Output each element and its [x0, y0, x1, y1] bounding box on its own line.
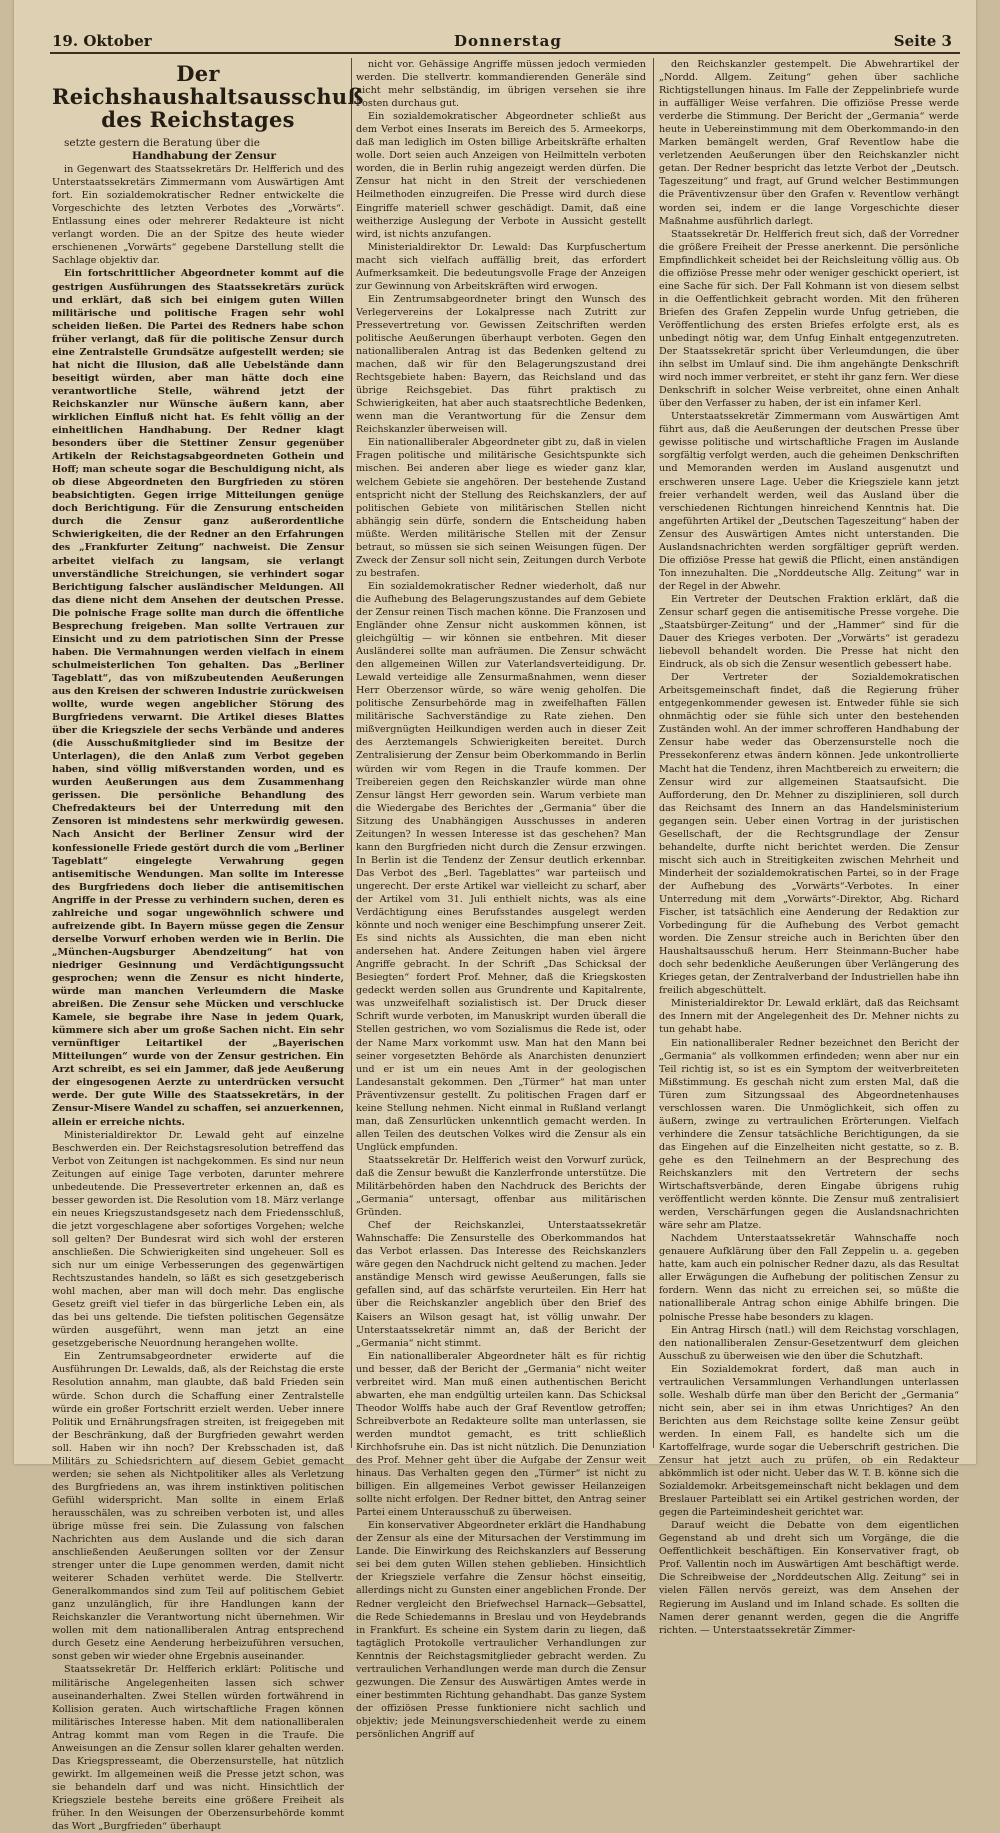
paragraph: Staatssekretär Dr. Helfferich weist den Vorwurf zurück, daß die Zensur bewußt die Kanzlerfronde unterstütze. Die Militärbehörden haben den Nachdruck des Berichts der „Germania“ untersagt, offenbar aus militärischen Gründen. [356, 1154, 646, 1219]
paragraph: Ein Sozialdemokrat fordert, daß man auch in vertraulichen Versammlungen Verhandlungen unterlassen solle. Weshalb dürfe man über den Bericht der „Germania“ nicht sein, aber sei in ihm etwas Unrichtiges? An den Berichten aus dem Reichstage sollte keine Zensur geübt werden. In einem Fall, es handelte sich um die Kartoffelfrage, wurde sogar die Ueberschrift gestrichen. Die Zensur hat jetzt auch zu prüfen, ob ein Redakteur abkömmlich ist oder nicht. Ueber das W. T. B. könne sich die Sozialdemokr. Arbeitsgemeinschaft nicht beklagen und dem Breslauer Parteiblatt sei ein Artikel gestrichen worden, der gegen die Parteimindesheit gerichtet war. [659, 1363, 959, 1519]
column-2 [356, 58, 646, 1740]
paragraph: Ein sozialdemokratischer Redner wiederholt, daß nur die Aufhebung des Belagerungszustandes auf dem Gebiete der Zensur reinen Tisch machen könne. Die Franzosen und Engländer ohne Zensur nicht auskommen können, ist gleichgültig — wir können sie entbehren. Mit dieser Ausländerei sollte man aufräumen. Die Zensur schwächt den allgemeinen Willen zur Vaterlandsverteidigung. Dr. Lewald verteidige alle Zensurmaßnahmen, wenn dieser Herr Oberzensor würde, so wäre wenig geholfen. Die politische Zensurbehörde mag in zweifelhaften Fällen militärische Sachverständige zu Rate ziehen. Den mißvergnügten Heilkundigen werden auch in dieser Zeit des Aerztemangels Schwierigkeiten bereitet. Durch Zentralisierung der Zensur beim Oberkommando in Berlin würden wir vom Regen in die Traufe kommen. Der Treibereien gegen den Reichskanzler würde man ohne Zensur längst Herr geworden sein. Warum verbiete man die Wiedergabe des Berichtes der „Germania“ über die Sitzung des Unabhängigen Ausschusses in anderen Zeitungen? In wessen Interesse ist das geschehen? Man kann den Burgfrieden nicht durch die Zensur erzwingen. In Berlin ist die Tendenz der Zensur deutlich erkennbar. Das Verbot des „Berl. Tageblattes“ war parteiisch und ungerecht. Der erste Artikel war vielleicht zu scharf, aber der Artikel vom 31. Juli enthielt nichts, was als eine Verdächtigung eines Berufsstandes ausgelegt werden könnte und noch weniger eine Beschimpfung unserer Zeit. Es sind nichts als Aussichten, die man eben nicht andersehen hat. Andere Zeitungen haben viel ärgere Angriffe gebracht. In der Schrift „Das Schicksal der Besiegten“ fordert Prof. Mehner, daß die Kriegskosten gedeckt werden sollen aus Grundrente und Kapitalrente, was unzweifelhaft sozialistisch ist. Der Druck dieser Schrift wurde verboten, im Manuskript wurden überall die Stellen gestrichen, wo vom Sozialismus die Rede ist, oder der Name Marx vorkommt usw. Man hat den Mann bei seiner vorgesetzten Behörde als Anarchisten denunziert und er ist um ein neues Amt in der geologischen Landesanstalt gekommen. Den „Türmer“ hat man unter Präventivzensur gestellt. Zu politischen Fragen darf er keine Stellung nehmen. Nicht einmal in Rußland verlangt man, daß Zensurlücken unkenntlich gemacht werden. In allen Teilen des deutschen Volkes wird die Zensur als ein Unglück empfunden. [356, 580, 646, 1153]
paragraph: in Gegenwart des Staatssekretärs Dr. Helfferich und des Unterstaatssekretärs Zimmermann vom Auswärtigen Amt fort. Ein sozialdemokratischer Redner entwickelte die Vorgeschichte des letzten Verbotes des „Vorwärts“. Entlassung eines oder mehrerer Redakteure ist nicht verlangt worden. Die an der Spitze des heute wieder erschienenen „Vorwärts“ gegebene Darstellung stellt die Sachlage objektiv dar. [52, 164, 344, 267]
header-date: 19. Oktober [52, 32, 152, 50]
paragraph: Ein sozialdemokratischer Abgeordneter schließt aus dem Verbot eines Inserats im Bereich des 5. Armeekorps, daß man lediglich im Osten billige Arbeitskräfte erhalten wolle. Dort seien auch Anzeigen von Heilmitteln verboten worden, die in Berlin ruhig angezeigt werden dürfen. Die Zensur hat nicht in den Streit der verschiedenen Heilmethoden einzugreifen. Die Presse wird durch diese Eingriffe materiell schwer geschädigt. Damit, daß eine weitherzige Auslegung der Verbote in Aussicht gestellt wird, ist nichts anzufangen. [356, 111, 646, 240]
paragraph: Ein Zentrumsabgeordneter erwiderte auf die Ausführungen Dr. Lewalds, daß, als der Reichstag die erste Resolution annahm, man glaubte, daß bald Frieden sein würde. Schon durch die Schaffung einer Zentralstelle würde ein großer Fortschritt erzielt werden. Ueber innere Politik und Ernährungsfragen streiten, ist freigegeben mit der Beschränkung, daß der Burgfrieden gewahrt werden soll. Haben wir ihn noch? Der Krebsschaden ist, daß Militärs zu Schiedsrichtern auf diesem Gebiet gemacht werden; sie sehen als Nichtpolitiker alles als Verletzung des Burgfriedens an, was ihrem instinktiven politischen Gefühl widerspricht. Man sollte in einem Erlaß herausschälen, was zu schreiben verboten ist, und alles übrige müsse frei sein. Die Zulassung von falschen Nachrichten aus dem Auslande und die sich daran anschließenden Aeußerungen sollten vor der Zensur strenger unter die Lupe genommen werden, damit nicht weiterer Schaden verhütet werde. Die Stellvertr. Generalkommandos sind zum Teil auf politischem Gebiet ganz unzulänglich, für ihre Handlungen kann der Reichskanzler die Verantwortung nicht übernehmen. Wir wollen mit dem nationalliberalen Antrag entsprechend durch Gesetz eine Aenderung herbeizuführen versuchen, sonst geben wir wieder ohne Ergebnis auseinander. [52, 1351, 344, 1663]
paragraph: Ein nationalliberaler Redner bezeichnet den Bericht der „Germania“ als vollkommen erfindeden; wenn aber nur ein Teil richtig ist, so ist es ein Symptom der weitverbreiteten Mißstimmung. Es geschah nicht zum ersten Mal, daß die Türen zum Sitzungssaal des Abgeordnetenhauses verschlossen waren. Die Unmöglichkeit, sich offen zu äußern, zwinge zu vertraulichen Erörterungen. Vielfach verhindere die Zensur tatsächliche Berichtigungen, da sie das Eingehen auf die Einzelheiten nicht gestatte, so z. B. gehe es den Teilnehmern an der Besprechung des Reichskanzlers mit den Vertretern der sechs Wirtschaftsverbände, deren Eingabe übrigens ruhig veröffentlicht werden könnte. Die Zensur muß zentralisiert werden, Verschärfungen gegen die Auslandsnachrichten wäre sehr am Platze. [659, 1037, 959, 1232]
paragraph: Nachdem Unterstaatssekretär Wahnschaffe noch genauere Aufklärung über den Fall Zeppelin u. a. gegeben hatte, kam auch ein polnischer Redner dazu, als das Resultat aller Erwägungen die Aufhebung der politischen Zensur zu fordern. Wenn das nicht zu erreichen sei, so müßte die nationalliberale Antrag schon einige Abhilfe bringen. Die polnische Presse habe besonders zu klagen. [659, 1233, 959, 1323]
header-page-number: Seite 3 [893, 32, 952, 50]
paragraph: Ein Zentrumsabgeordneter bringt den Wunsch des Verlegervereins der Lokalpresse nach Zutritt zur Pressevertretung vor. Gewissen Zeitschriften werden politische Aeußerungen überhaupt verboten. Gegen den nationalliberalen Antrag ist das Bedenken geltend zu machen, daß wir für den Belagerungszustand drei Rechtsgebiete haben: Bayern, das Reichsland und das übrige Reichsgebiet. Das führt praktisch zu Schwierigkeiten, hat aber auch staatsrechtliche Bedenken, wenn man die Verantwortung für die Zensur dem Reichskanzler überweisen will. [356, 293, 646, 436]
paragraph: Staatssekretär Dr. Helfferich freut sich, daß der Vorredner die größere Freiheit der Presse anerkennt. Die persönliche Empfindlichkeit scheidet bei der Reichsleitung völlig aus. Ob die offiziöse Presse mehr oder weniger geschickt operiert, ist eine Sache für sich. Der Fall Kohmann ist von diesem selbst in die Oeffentlichkeit gebracht worden. Mit den früheren Briefen des Grafen Zeppelin wurde Unfug getrieben, die Veröffentlichung des ersten Briefes erfolgte erst, als es unbedingt nötig war, dem Unfug Einhalt entgegenzutreten. Der Staatssekretär spricht über Verleumdungen, die über ihn selbst im Umlauf sind. Die ihm angehängte Denkschrift wird noch immer verbreitet, er steht ihr ganz fern. Wer diese Denkschrift in solcher Weise verbreitet, ohne einen Anhalt über den Verfasser zu haben, der ist ein infamer Kerl. [659, 228, 959, 410]
paragraph: Ministerialdirektor Dr. Lewald erklärt, daß das Reichsamt des Innern mit der Angelegenheit des Dr. Mehner nichts zu tun gehabt habe. [659, 998, 959, 1036]
paragraph: Ein Antrag Hirsch (natl.) will dem Reichstag vorschlagen, den nationalliberalen Zensur-Gesetzentwurf dem gleichen Ausschuß zu überweisen wie den über die Schutzhaft. [659, 1324, 959, 1362]
paragraph: Ein Vertreter der Deutschen Fraktion erklärt, daß die Zensur scharf gegen die antisemitische Presse vorgehe. Die „Staatsbürger-Zeitung“ und der „Hammer“ sind für die Dauer des Krieges verboten. Der „Vorwärts“ ist geradezu liebevoll behandelt worden. Die Presse hat nicht den Eindruck, als ob sich die Zensur wesentlich gebessert habe. [659, 593, 959, 671]
newspaper-page [14, 0, 976, 1833]
paragraph: Ein fortschrittlicher Abgeordneter kommt auf die gestrigen Ausführungen des Staatssekretärs zurück und erklärt, daß sich bei einigem guten Willen militärische und politische Fragen sehr wohl scheiden ließen. Die Partei des Redners habe schon früher verlangt, daß für die politische Zensur durch eine Zentralstelle Grundsätze aufgestellt werden; sie hat nicht die Illusion, daß alle Uebelstände dann beseitigt würden, aber man hätte doch eine verantwortliche Stelle, während jetzt der Reichskanzler nur Wünsche äußern kann, aber wirklichen Einfluß nicht hat. Es fehlt völlig an der einheitlichen Handhabung. Der Redner klagt besonders über die Stettiner Zensur gegenüber Artikeln der Reichstagsabgeordneten Gothein und Hoff; man scheute sogar die Beschuldigung nicht, als ob diese Abgeordneten den Burgfrieden zu stören beabsichtigten. Gegen irrige Mitteilungen genüge doch Berichtigung. Für die Zensurung entscheiden durch die Zensur ganz außerordentliche Schwierigkeiten, die der Redner an den Erfahrungen des „Frankfurter Zeitung“ nachweist. Die Zensur arbeitet vielfach zu langsam, sie verlangt unverständliche Streichungen, sie verhindert sogar Berichtigung falscher ausländischer Meldungen. All das diene nicht dem Ansehen der deutschen Presse. Die polnische Frage sollte man durch die öffentliche Besprechung freigeben. Man sollte Vertrauen zur Einsicht und zu dem patriotischen Sinn der Presse haben. Die Vermahnungen werden vielfach in einem schulmeisterlichen Ton gehalten. Das „Berliner Tageblatt“, das von mißzubeutenden Aeußerungen aus den Kreisen der schweren Industrie zurückweisen wollte, wurde wegen angeblicher Störung des Burgfriedens verwarnt. Die Artikel dieses Blattes über die Kriegsziele der sechs Verbände und anderes (die Ausschußmitglieder sind im Besitze der Unterlagen), die den Anlaß zum Verbot gegeben haben, sind völlig mißverstanden worden, und es wurden Aeußerungen aus dem Zusammenhang gerissen. Die persönliche Behandlung des Chefredakteurs bei der Unterredung mit den Zensoren ist mindestens sehr merkwürdig gewesen. Nach Ansicht der Berliner Zensur wird der konfessionelle Friede gestört durch die vom „Berliner Tageblatt“ eingelegte Verwahrung gegen antisemitische Wendungen. Man sollte im Interesse des Burgfriedens doch lieber die antisemitischen Angriffe in der Presse zu verhindern suchen, deren es zahlreiche und sogar ungewöhnlich schwere und aufreizende gibt. In Bayern müsse gegen die Zensur derselbe Vorwurf erhoben werden wie in Berlin. Die „München-Augsburger Abendzeitung“ hat von niedriger Gesinnung und Verdächtigungssucht gesprochen; wenn die Zensur es nicht hinderte, würde man manchen Verleumdern die Maske abreißen. Die Zensur sehe Mücken und verschlucke Kamele, sie begrabe ihre Nase in jedem Quark, kümmere sich aber um große Sachen nicht. Ein sehr vernünftiger Leitartikel der „Bayerischen Mitteilungen“ wurde von der Zensur gestrichen. Ein Arzt schreibt, es sei ein Jammer, daß jede Aeußerung der eingesogenen Aerzte zu unterdrücken versucht werde. Der gute Wille des Staatssekretärs, in der Zensur-Misere Wandel zu schaffen, sei anzuerkennen, allein er erreiche nichts. [52, 268, 344, 1128]
page-header [52, 26, 958, 50]
paragraph: Staatssekretär Dr. Helfferich erklärt: Politische und militärische Angelegenheiten lassen sich schwer auseinanderhalten. Zwei Stellen würden fortwährend in Kollision geraten. Auch wirtschaftliche Fragen können militärisches Interesse haben. Mit dem nationalliberalen Antrag kommt man vom Regen in die Traufe. Die Anweisungen an die Zensur sollen klarer gehalten werden. Das Kriegspresseamt, die Oberzensurstelle, hat nützlich gewirkt. Im allgemeinen weiß die Presse jetzt schon, was sie behandeln darf und was nicht. Hinsichtlich der Kriegsziele bestehe bereits eine größere Freiheit als früher. In den Weisungen der Oberzensurbehörde kommt das Wort „Burgfrieden“ überhaupt [52, 1664, 344, 1833]
header-weekday: Donnerstag [454, 32, 562, 50]
column-divider [653, 58, 654, 1448]
header-rule [50, 52, 960, 54]
paragraph: den Reichskanzler gestempelt. Die Abwehrartikel der „Nordd. Allgem. Zeitung“ gehen über sachliche Richtigstellungen hinaus. Im Falle der Zeppelinbriefe wurde in auffälliger Weise verfahren. Die offiziöse Presse werde verderbe die Stimmung. Der Bericht der „Germania“ werde heute in Uebereinstimmung mit dem Oberkommando-in den Marken bemängelt werden, Graf Reventlow habe die verletzenden Aeußerungen über den Reichskanzler nicht getan. Der Redner bespricht das letzte Verbot der „Deutsch. Tageszeitung“ und fragt, auf Grund welcher Bestimmungen die Präventivzensur über den Grafen v. Reventlow verhängt worden sei, indem er die lange Vorgeschichte dieser Maßnahme ausführlich darlegt. [659, 59, 959, 227]
paragraph: Chef der Reichskanzlei, Unterstaatssekretär Wahnschaffe: Die Zensurstelle des Oberkommandos hat das Verbot erlassen. Das Interesse des Reichskanzlers wäre gegen den Nachdruck nicht geltend zu machen. Jeder anständige Mensch wird gewisse Aeußerungen, falls sie gefallen sind, auf das schärfste verurteilen. Ein Herr hat über die Reichskanzler angeblich über den Brief des Kaisers an Wilson gesagt hat, ist völlig unwahr. Der Unterstaatssekretär nimmt an, daß der Bericht der „Germania“ nicht stimmt. [356, 1220, 646, 1349]
paragraph: Ein konservativer Abgeordneter erklärt die Handhabung der Zensur als eine der Mitursachen der Verstimmung im Lande. Die Einwirkung des Reichskanzlers auf Besserung sei bei dem guten Willen stehen geblieben. Hinsichtlich der Kriegsziele verfahre die Zensur höchst einseitig, allerdings nicht zu Gunsten einer angeblichen Fronde. Der Redner vergleicht den Briefwechsel Harnack—Gebsattel, die Rede Schiedemanns in Breslau und von Heydebrands in Frankfurt. Es scheine ein System darin zu liegen, daß tagtäglich Protokolle vertraulicher Verhandlungen zur Kenntnis der Reichstagsmitglieder gebracht werden. Zu vertraulichen Verhandlungen werde man durch die Zensur gezwungen. Die Zensur des Auswärtigen Amtes werde in einer bestimmten Richtung gehandhabt. Das ganze System der offiziösen Presse funktioniere nicht sachlich und objektiv; jede Meinungsverschiedenheit werde zu einem persönlichen Angriff auf [356, 1520, 646, 1740]
paragraph: Ministerialdirektor Dr. Lewald geht auf einzelne Beschwerden ein. Der Reichstagsresolution betreffend das Verbot von Zeitungen ist nachgekommen. Es sind nur neun Zeitungen auf einige Tage verboten, darunter mehrere unbedeutende. Die Pressevertreter erkennen an, daß es besser geworden ist. Die Resolution vom 18. März verlange ein neues Kriegszustandsgesetz nach dem Friedensschluß, die jetzt vorgeschlagene aber sofortiges Vorgehen; welche soll gelten? Der Bundesrat wird sich wohl der ersteren anschließen. Die Schwierigkeiten sind ungeheuer. Soll es sich nur um einige Verbesserungen des gegenwärtigen Rechtszustandes handeln, so läßt es sich gesetzgeberisch wohl machen, aber man will doch mehr. Das englische Gesetz greift viel tiefer in das bürgerliche Leben ein, als das bei uns geltende. Die tiefsten politischen Gegensätze würden ausgeführt, wenn man jetzt an eine gesetzgeberische Neuordnung herangehen wollte. [52, 1129, 344, 1350]
column-3 [659, 58, 959, 1636]
paragraph: Der Vertreter der Sozialdemokratischen Arbeitsgemeinschaft findet, daß die Regierung früher entgegenkommender gewesen ist. Entweder fühle sie sich ohnmächtig oder sie fühle sich unter den bestehenden Zuständen wohl. An der immer schrofferen Handhabung der Zensur habe weder das Oberzensurstelle noch die Pressekonferenz etwas ändern können. Jede unkontrollierte Macht hat die Tendenz, ihren Machtbereich zu erweitern; die Zensur wird zur allgemeinen Staatsaufsicht. Die Aufforderung, den Dr. Mehner zu disziplinieren, soll durch das Reichsamt des Innern an das Handelsministerium gegangen sein. Ueber einen Vortrag in der juristischen Gesellschaft, der die Rechtsgrundlage der Zensur behandelte, durfte nicht berichtet werden. Die Zensur mischt sich auch in Streitigkeiten zwischen Mehrheit und Minderheit der sozialdemokratischen Partei, so in der Frage der Aufhebung des „Vorwärts“-Verbotes. In einer Unterredung mit dem „Vorwärts“-Direktor, Abg. Richard Fischer, ist tatsächlich eine Aenderung der Redaktion zur Vorbedingung für die Aufhebung des Verbot gemacht worden. Die Zensur streiche auch in Berichten über den Haushaltsausschuß herum. Herr Steinmann-Bucher habe doch sehr bedenkliche Aeußerungen über Verlängerung des Krieges getan, der Zentralverband der Industriellen habe ihn freilich abgeschüttelt. [659, 672, 959, 997]
paragraph: Ein nationalliberaler Abgeordneter hält es für richtig und besser, daß der Bericht der „Germania“ nicht weiter verbreitet wird. Man muß einen authentischen Bericht abwarten, ehe man endgültig urteilen kann. Das Schicksal Theodor Wolffs habe auch der Graf Reventlow getroffen; Schreibverbote an Redakteure sollte man unterlassen, sie werden mundtot gemacht, es tritt schließlich Kirchhofsruhe ein. Das ist nicht nützlich. Die Denunziation des Prof. Mehner geht über die Aufgabe der Zensur weit hinaus. Das Verhalten gegen den „Türmer“ ist nicht zu billigen. Ein allgemeines Verbot gewisser Heilanzeigen sollte nicht erfolgen. Der Redner bittet, den Antrag seiner Partei einem Unterausschuß zu überweisen. [356, 1350, 646, 1519]
article-kicker: setzte gestern die Beratung über die [64, 137, 260, 149]
paragraph: nicht vor. Gehässige Angriffe müssen jedoch vermieden werden. Die stellvertr. kommandierenden Generäle sind nicht mehr selbständig, im übrigen versehen sie ihre Posten durchaus gut. [356, 59, 646, 110]
paragraph: Unterstaatssekretär Zimmermann vom Auswärtigen Amt führt aus, daß die Aeußerungen der deutschen Presse über gewisse politische und wirtschaftliche Fragen im Auslande sorgfältig verfolgt werden, auch die geheimen Denkschriften und Memoranden werden im Ausland ausgenutzt und erschweren unsere Lage. Ueber die Kriegsziele kann jetzt freier verhandelt werden, weil das Ausland über die verschiedenen Richtungen hinreichend Kenntnis hat. Die angeführten Artikel der „Deutschen Tageszeitung“ haben der Zensur des Auswärtigen Amtes nicht unterstanden. Die Auslandsnachrichten werden sorgfältiger geprüft werden. Die offiziöse Presse hat gewiß die Pflicht, einen anständigen Ton innezuhalten. Die „Norddeutsche Allg. Zeitung“ war in der Regel in der Abwehr. [659, 411, 959, 592]
column-divider [351, 58, 352, 1448]
article-subtitle: Handhabung der Zensur [131, 150, 276, 163]
article-headline: Der Reichshaushaltsausschuß des Reichstages [52, 61, 364, 132]
column-1 [52, 58, 364, 1833]
paragraph: Ein nationalliberaler Abgeordneter gibt zu, daß in vielen Fragen politische und militärische Gesichtspunkte sich mischen. Bei anderen aber liege es wieder ganz klar, welchem Gebiete sie angehören. Der bestehende Zustand entspricht nicht der Stellung des Reichskanzlers, der auf politischen Gebiete von militärischen Stellen nicht abhängig sein dürfe, sondern die Entscheidung haben müßte. Werden militärische Stellen mit der Zensur betraut, so müssen sie sich seinen Weisungen fügen. Der Zweck der Zensur soll nicht sein, Zeitungen durch Verbote zu bestrafen. [356, 437, 646, 579]
paragraph: Darauf weicht die Debatte von dem eigentlichen Gegenstand ab und dreht sich um Vorgänge, die die Oeffentlichkeit beschäftigen. Ein Konservativer fragt, ob Prof. Vallentin noch im Auswärtigen Amt beschäftigt werde. Die Schreibweise der „Norddeutschen Allg. Zeitung“ sei in vielen Fällen nervös gereizt, was dem Ansehen der Regierung im Ausland und im Inland schade. Es sollten die Namen derer genannt werden, gegen die die Angriffe richten. — Unterstaatssekretär Zimmer- [659, 1520, 959, 1636]
paragraph: Ministerialdirektor Dr. Lewald: Das Kurpfuschertum macht sich vielfach auffällig breit, das erfordert Aufmerksamkeit. Die bedeutungsvolle Frage der Anzeigen zur Gewinnung von Arbeitskräften wird erwogen. [356, 241, 646, 292]
